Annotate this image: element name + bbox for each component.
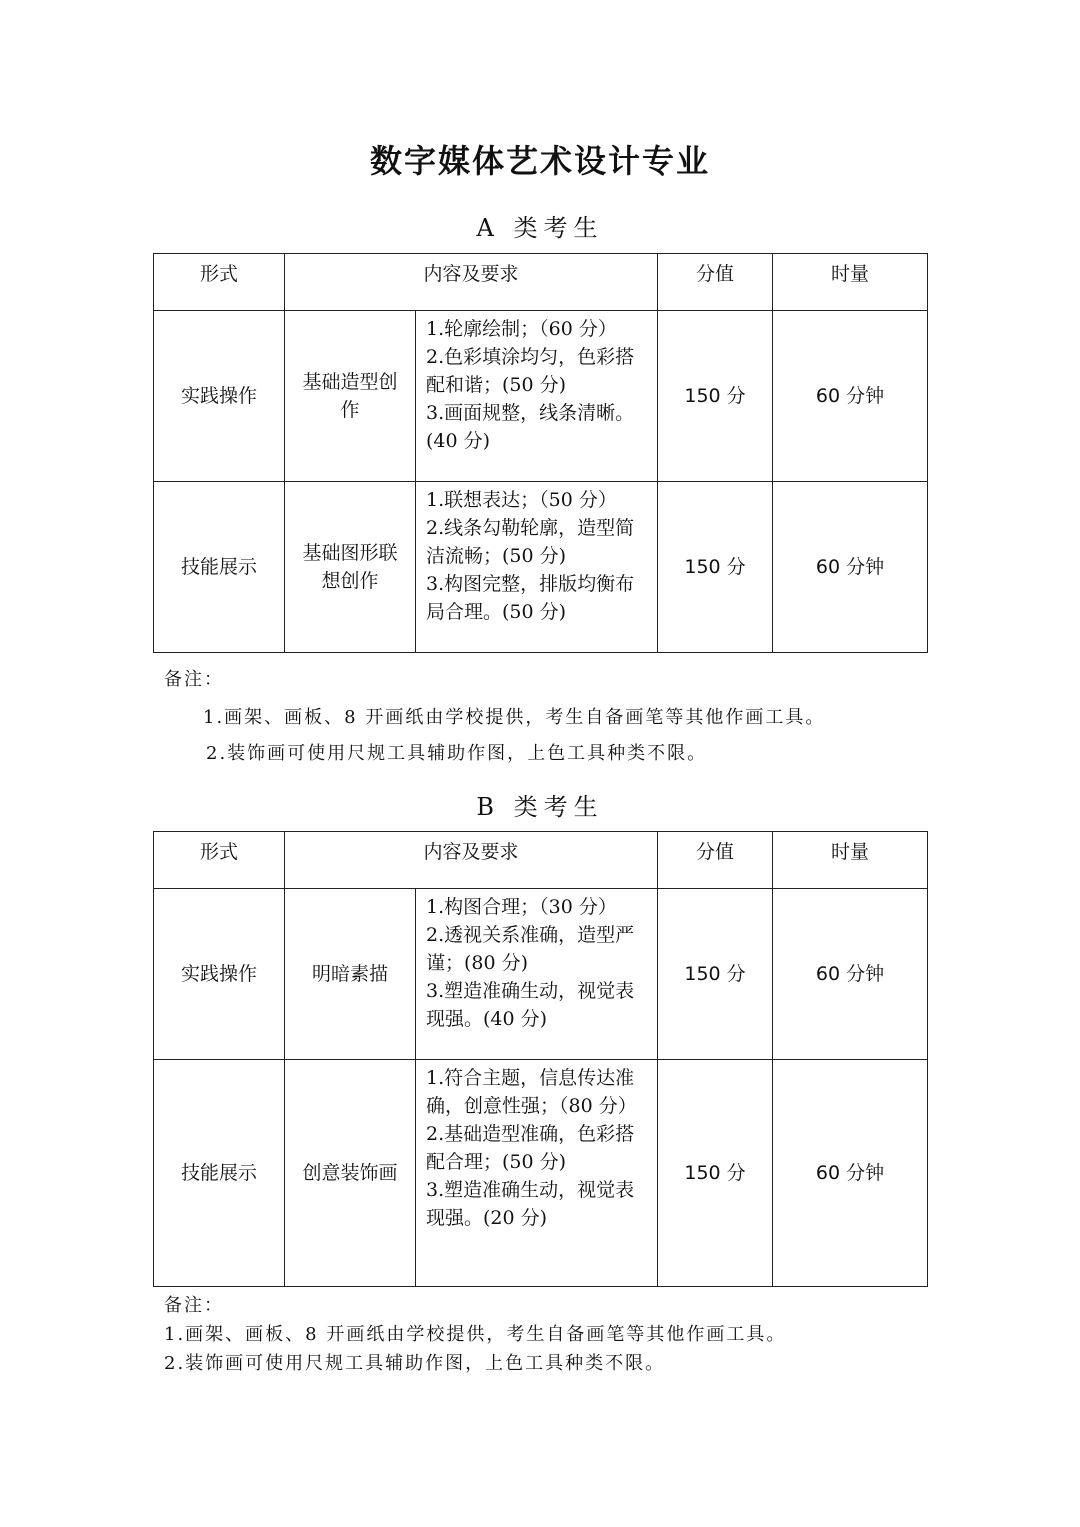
table-header-row xyxy=(154,254,928,311)
header-time: 时量 xyxy=(773,254,928,311)
section-a-note-1: 1.画架、画板、8 开画纸由学校提供，考生自备画笔等其他作画工具。 xyxy=(203,707,826,728)
requirements-cell xyxy=(416,482,658,653)
header-form: 形式 xyxy=(154,832,285,889)
requirement-item: 1.符合主题，信息传达准确，创意性强；（80 分） xyxy=(426,1067,637,1117)
form-cell: 技能展示 xyxy=(154,482,285,653)
header-content: 内容及要求 xyxy=(285,832,658,889)
form-cell: 技能展示 xyxy=(154,1060,285,1287)
header-form: 形式 xyxy=(154,254,285,311)
requirement-item: 3.塑造准确生动，视觉表现强。(40 分) xyxy=(426,980,635,1030)
section-a-table xyxy=(153,253,928,653)
score-cell: 150 分 xyxy=(658,482,773,653)
form-cell: 实践操作 xyxy=(154,311,285,482)
time-cell: 60 分钟 xyxy=(773,1060,928,1287)
table-row xyxy=(154,311,928,482)
subject-cell: 基础造型创作 xyxy=(285,311,416,482)
requirement-item: 3.画面规整，线条清晰。(40 分) xyxy=(426,402,635,452)
subject-cell: 明暗素描 xyxy=(285,889,416,1060)
requirement-item: 2.透视关系准确，造型严谨；(80 分) xyxy=(426,924,635,974)
subject-cell: 创意装饰画 xyxy=(285,1060,416,1287)
score-cell: 150 分 xyxy=(658,311,773,482)
section-a-note-2: 2.装饰画可使用尺规工具辅助作图，上色工具种类不限。 xyxy=(206,743,708,764)
requirement-item: 1.联想表达；（50 分） xyxy=(426,489,617,511)
header-content: 内容及要求 xyxy=(285,254,658,311)
time-cell: 60 分钟 xyxy=(773,889,928,1060)
score-cell: 150 分 xyxy=(658,889,773,1060)
requirements-cell xyxy=(416,311,658,482)
header-score: 分值 xyxy=(658,254,773,311)
score-cell: 150 分 xyxy=(658,1060,773,1287)
requirement-item: 2.色彩填涂均匀，色彩搭配和谐；(50 分) xyxy=(426,346,635,396)
requirements-cell xyxy=(416,889,658,1060)
requirements-cell xyxy=(416,1060,658,1287)
requirement-item: 2.基础造型准确，色彩搭配合理；(50 分) xyxy=(426,1123,635,1173)
requirement-item: 1.构图合理；（30 分） xyxy=(426,896,617,918)
requirement-item: 3.构图完整，排版均衡布局合理。(50 分) xyxy=(426,573,635,623)
section-b-note-2: 2.装饰画可使用尺规工具辅助作图，上色工具种类不限。 xyxy=(164,1353,666,1374)
section-b-title: B 类考生 xyxy=(476,793,604,821)
form-cell: 实践操作 xyxy=(154,889,285,1060)
header-time: 时量 xyxy=(773,832,928,889)
header-score: 分值 xyxy=(658,832,773,889)
requirement-item: 2.线条勾勒轮廓，造型简洁流畅；(50 分) xyxy=(426,517,635,567)
table-row xyxy=(154,482,928,653)
section-b-note-label: 备注： xyxy=(164,1295,224,1316)
page-title: 数字媒体艺术设计专业 xyxy=(369,142,710,180)
table-row xyxy=(154,1060,928,1287)
table-header-row xyxy=(154,832,928,889)
requirement-item: 3.塑造准确生动，视觉表现强。(20 分) xyxy=(426,1179,635,1229)
time-cell: 60 分钟 xyxy=(773,482,928,653)
section-a-note-label: 备注： xyxy=(164,669,224,690)
section-b-table xyxy=(153,831,928,1287)
subject-cell: 基础图形联想创作 xyxy=(285,482,416,653)
section-b-note-1: 1.画架、画板、8 开画纸由学校提供，考生自备画笔等其他作画工具。 xyxy=(164,1324,787,1345)
time-cell: 60 分钟 xyxy=(773,311,928,482)
section-a-title: A 类考生 xyxy=(476,214,604,242)
requirement-item: 1.轮廓绘制；（60 分） xyxy=(426,318,617,340)
table-row xyxy=(154,889,928,1060)
